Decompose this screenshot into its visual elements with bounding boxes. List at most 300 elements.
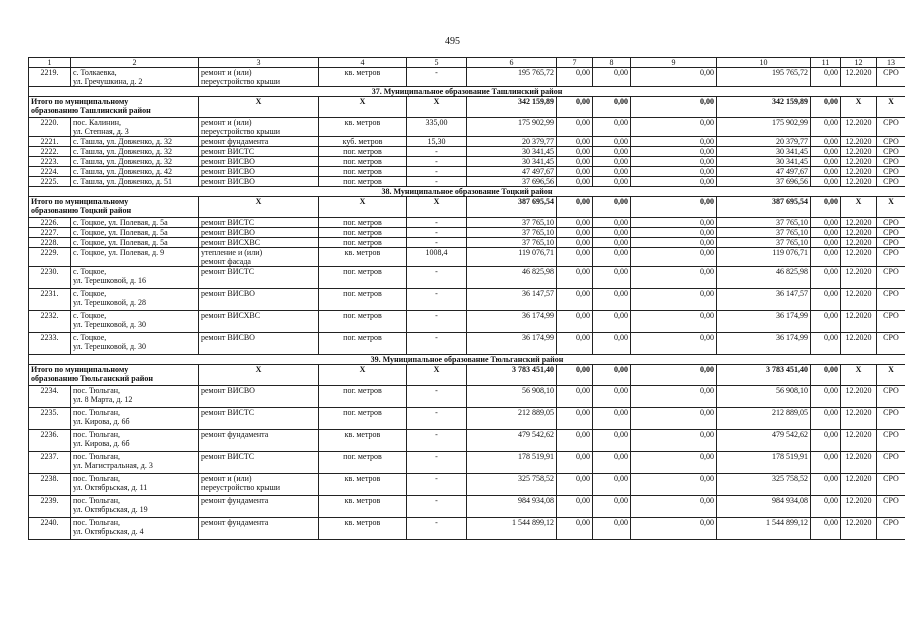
table-cell: 12.2020 (841, 311, 877, 333)
table-cell: 0,00 (631, 248, 717, 267)
total-cell: X (841, 365, 877, 386)
table-cell: ремонт ВИСХВС (199, 311, 319, 333)
table-cell: 0,00 (811, 118, 841, 137)
table-cell: 12.2020 (841, 452, 877, 474)
table-cell: куб. метров (319, 137, 407, 147)
table-cell: 0,00 (557, 267, 593, 289)
table-cell: 0,00 (593, 452, 631, 474)
table-cell: кв. метров (319, 496, 407, 518)
table-cell: 0,00 (557, 157, 593, 167)
table-cell: СРО (877, 474, 905, 496)
table-row (29, 218, 905, 228)
table-cell: ремонт ВИСХВС (199, 238, 319, 248)
table-cell: 56 908,10 (467, 386, 557, 408)
table-row (29, 238, 905, 248)
table-cell: 0,00 (593, 386, 631, 408)
table-cell: с. Тоцкое, ул. Полевая, д. 5а (71, 228, 199, 238)
table-cell: - (407, 238, 467, 248)
table-cell: 36 174,99 (467, 333, 557, 355)
table-cell: 2239. (29, 496, 71, 518)
table-cell: - (407, 311, 467, 333)
table-cell: с. Толкаевка, ул. Гречушкина, д. 2 (71, 68, 199, 87)
total-cell: 0,00 (811, 97, 841, 118)
table-cell: 0,00 (631, 137, 717, 147)
table-cell: 46 825,98 (717, 267, 811, 289)
table-cell: 0,00 (557, 68, 593, 87)
table-cell: СРО (877, 177, 905, 187)
table-cell: 0,00 (593, 474, 631, 496)
table-cell: 0,00 (811, 228, 841, 238)
table-cell: ремонт ВИСВО (199, 177, 319, 187)
table-cell: кв. метров (319, 474, 407, 496)
table-row (29, 68, 905, 87)
table-cell: 0,00 (811, 474, 841, 496)
table-cell: 325 758,52 (717, 474, 811, 496)
table-cell: 15,30 (407, 137, 467, 147)
table-cell: кв. метров (319, 430, 407, 452)
table-cell: 0,00 (631, 218, 717, 228)
table-cell: СРО (877, 452, 905, 474)
total-cell: 0,00 (593, 197, 631, 218)
table-cell: 195 765,72 (467, 68, 557, 87)
total-cell: X (877, 97, 905, 118)
table-cell: ремонт и (или) переустройство крыши (199, 474, 319, 496)
table-cell: с. Тоцкое, ул. Полевая, д. 5а (71, 218, 199, 228)
table-cell: 36 147,57 (467, 289, 557, 311)
table-cell: пог. метров (319, 228, 407, 238)
total-cell: X (407, 97, 467, 118)
table-cell: ремонт ВИСВО (199, 289, 319, 311)
column-number: 9 (631, 58, 717, 68)
table-cell: пог. метров (319, 386, 407, 408)
column-number: 8 (593, 58, 631, 68)
table-cell: 0,00 (593, 177, 631, 187)
total-cell: 0,00 (811, 197, 841, 218)
table-cell: 0,00 (811, 333, 841, 355)
table-cell: 12.2020 (841, 137, 877, 147)
table-cell: 2238. (29, 474, 71, 496)
total-cell: 0,00 (557, 365, 593, 386)
table-cell: 2221. (29, 137, 71, 147)
table-cell: 12.2020 (841, 386, 877, 408)
table-cell: 0,00 (631, 267, 717, 289)
table-cell: 12.2020 (841, 228, 877, 238)
table-cell: СРО (877, 267, 905, 289)
total-cell: 0,00 (557, 197, 593, 218)
table-cell: пог. метров (319, 147, 407, 157)
table-cell: 0,00 (631, 68, 717, 87)
total-cell: 0,00 (631, 197, 717, 218)
table-cell: 36 174,99 (717, 311, 811, 333)
table-cell: 12.2020 (841, 248, 877, 267)
table-cell: СРО (877, 228, 905, 238)
table-row (29, 177, 905, 187)
table-cell: 37 696,56 (717, 177, 811, 187)
table-cell: 178 519,91 (717, 452, 811, 474)
table-cell: 2227. (29, 228, 71, 238)
table-cell: 0,00 (631, 430, 717, 452)
table-cell: 36 174,99 (467, 311, 557, 333)
table-cell: 0,00 (811, 386, 841, 408)
table-cell: с. Ташла, ул. Довженко, д. 42 (71, 167, 199, 177)
table-cell: 2230. (29, 267, 71, 289)
table-cell: - (407, 430, 467, 452)
total-cell: X (199, 197, 319, 218)
table-cell: пос. Тюльган, ул. Октябрьская, д. 4 (71, 518, 199, 540)
table-cell: ремонт фундамента (199, 518, 319, 540)
table-cell: пог. метров (319, 167, 407, 177)
table-row (29, 518, 905, 540)
table-cell: СРО (877, 518, 905, 540)
table-cell: 12.2020 (841, 333, 877, 355)
table-cell: пос. Тюльган, ул. Октябрьская, д. 11 (71, 474, 199, 496)
total-cell: 342 159,89 (717, 97, 811, 118)
table-cell: 12.2020 (841, 238, 877, 248)
table-cell: 2236. (29, 430, 71, 452)
table-cell: 2233. (29, 333, 71, 355)
column-number: 12 (841, 58, 877, 68)
table-cell: СРО (877, 496, 905, 518)
section-header-row (29, 187, 905, 197)
table-cell: 0,00 (593, 333, 631, 355)
table-cell: пог. метров (319, 177, 407, 187)
table-cell: 119 076,71 (717, 248, 811, 267)
table-cell: 0,00 (811, 238, 841, 248)
table-cell: 12.2020 (841, 118, 877, 137)
table-cell: - (407, 177, 467, 187)
table-cell: 0,00 (631, 333, 717, 355)
table-cell: 2229. (29, 248, 71, 267)
table-cell: 0,00 (631, 238, 717, 248)
table-cell: 984 934,08 (717, 496, 811, 518)
table-cell: СРО (877, 218, 905, 228)
table-cell: 0,00 (811, 248, 841, 267)
column-number: 11 (811, 58, 841, 68)
table-cell: 12.2020 (841, 496, 877, 518)
table-cell: 12.2020 (841, 267, 877, 289)
section-title: 39. Муниципальное образование Тюльганский район (29, 355, 905, 365)
table-cell: ремонт и (или) переустройство крыши (199, 68, 319, 87)
table-cell: СРО (877, 118, 905, 137)
table-cell: 0,00 (631, 408, 717, 430)
table-cell: СРО (877, 408, 905, 430)
table-cell: 0,00 (557, 118, 593, 137)
table-cell: 30 341,45 (467, 157, 557, 167)
table-cell: 0,00 (631, 147, 717, 157)
table-cell: 0,00 (631, 167, 717, 177)
table-cell: 37 765,10 (467, 218, 557, 228)
table-cell: с. Ташла, ул. Довженко, д. 51 (71, 177, 199, 187)
table-cell: 0,00 (557, 289, 593, 311)
table-row (29, 137, 905, 147)
table-cell: кв. метров (319, 518, 407, 540)
table-cell: СРО (877, 137, 905, 147)
total-cell: X (199, 365, 319, 386)
table-row (29, 452, 905, 474)
table-cell: 479 542,62 (717, 430, 811, 452)
table-cell: 37 765,10 (717, 238, 811, 248)
total-cell: 3 783 451,40 (467, 365, 557, 386)
table-cell: пог. метров (319, 452, 407, 474)
table-cell: 0,00 (593, 68, 631, 87)
table-cell: - (407, 157, 467, 167)
table-cell: 178 519,91 (467, 452, 557, 474)
table-cell: - (407, 218, 467, 228)
table-cell: ремонт ВИСВО (199, 228, 319, 238)
table-cell: 0,00 (593, 408, 631, 430)
total-cell: X (199, 97, 319, 118)
table-cell: 12.2020 (841, 408, 877, 430)
table-cell: 0,00 (631, 386, 717, 408)
total-cell: X (877, 365, 905, 386)
table-cell: - (407, 452, 467, 474)
table-cell: 1 544 899,12 (467, 518, 557, 540)
column-number: 13 (877, 58, 905, 68)
table-cell: с. Тоцкое, ул. Терешковой, д. 28 (71, 289, 199, 311)
table-cell: с. Ташла, ул. Довженко, д. 32 (71, 157, 199, 167)
table-cell: 0,00 (811, 147, 841, 157)
table-cell: 37 765,10 (467, 228, 557, 238)
table-cell: 0,00 (811, 452, 841, 474)
table-cell: 0,00 (811, 218, 841, 228)
table-cell: 2219. (29, 68, 71, 87)
table-cell: 0,00 (557, 386, 593, 408)
table-cell: 2234. (29, 386, 71, 408)
table-cell: утепление и (или) ремонт фасада (199, 248, 319, 267)
table-cell: 0,00 (593, 518, 631, 540)
table-cell: 175 902,99 (717, 118, 811, 137)
table-cell: 0,00 (631, 289, 717, 311)
table-cell: пос. Тюльган, ул. Магистральная, д. 3 (71, 452, 199, 474)
table-cell: 12.2020 (841, 289, 877, 311)
table-cell: 0,00 (811, 311, 841, 333)
table-cell: 0,00 (557, 518, 593, 540)
table-cell: 0,00 (593, 289, 631, 311)
table-cell: ремонт фундамента (199, 430, 319, 452)
column-number-row (29, 58, 905, 68)
table-cell: - (407, 267, 467, 289)
table-row (29, 430, 905, 452)
table-cell: пос. Тюльган, ул. Октябрьская, д. 19 (71, 496, 199, 518)
table-row (29, 267, 905, 289)
table-cell: 0,00 (593, 167, 631, 177)
column-number: 7 (557, 58, 593, 68)
total-cell: X (841, 97, 877, 118)
table-cell: ремонт фундамента (199, 137, 319, 147)
table-row (29, 496, 905, 518)
table-cell: 0,00 (811, 408, 841, 430)
table-cell: 0,00 (631, 177, 717, 187)
table-cell: 12.2020 (841, 147, 877, 157)
table-cell: 20 379,77 (467, 137, 557, 147)
table-cell: пог. метров (319, 408, 407, 430)
capital-repair-table (28, 57, 905, 540)
table-cell: 479 542,62 (467, 430, 557, 452)
table-cell: 119 076,71 (467, 248, 557, 267)
table-row (29, 167, 905, 177)
table-body (29, 58, 905, 540)
table-cell: ремонт ВИСВО (199, 386, 319, 408)
table-cell: 0,00 (631, 452, 717, 474)
table-row (29, 474, 905, 496)
table-row (29, 157, 905, 167)
table-cell: 0,00 (557, 333, 593, 355)
table-cell: 2224. (29, 167, 71, 177)
table-cell: с. Тоцкое, ул. Полевая, д. 5а (71, 238, 199, 248)
table-cell: 12.2020 (841, 430, 877, 452)
table-cell: с. Тоцкое, ул. Терешковой, д. 16 (71, 267, 199, 289)
table-cell: с. Тоцкое, ул. Терешковой, д. 30 (71, 333, 199, 355)
table-cell: 0,00 (557, 238, 593, 248)
table-cell: ремонт ВИСВО (199, 167, 319, 177)
table-cell: 2232. (29, 311, 71, 333)
table-cell: 0,00 (811, 167, 841, 177)
column-number: 10 (717, 58, 811, 68)
table-cell: пог. метров (319, 333, 407, 355)
table-cell: 0,00 (557, 430, 593, 452)
table-cell: 46 825,98 (467, 267, 557, 289)
section-header-row (29, 87, 905, 97)
total-row (29, 197, 905, 218)
table-cell: пос. Тюльган, ул. 8 Марта, д. 12 (71, 386, 199, 408)
table-cell: ремонт ВИСВО (199, 157, 319, 167)
total-row (29, 97, 905, 118)
total-row (29, 365, 905, 386)
table-cell: 0,00 (557, 167, 593, 177)
table-cell: СРО (877, 167, 905, 177)
table-cell: 0,00 (557, 228, 593, 238)
table-cell: ремонт фундамента (199, 496, 319, 518)
table-cell: ремонт и (или) переустройство крыши (199, 118, 319, 137)
table-cell: пог. метров (319, 157, 407, 167)
table-cell: пог. метров (319, 218, 407, 228)
table-cell: - (407, 167, 467, 177)
table-cell: 2225. (29, 177, 71, 187)
table-cell: пог. метров (319, 238, 407, 248)
table-cell: 37 765,10 (717, 228, 811, 238)
table-cell: 56 908,10 (717, 386, 811, 408)
total-cell: 0,00 (593, 365, 631, 386)
table-cell: 0,00 (557, 474, 593, 496)
table-cell: 0,00 (557, 218, 593, 228)
table-cell: СРО (877, 311, 905, 333)
table-cell: - (407, 333, 467, 355)
table-cell: 0,00 (631, 228, 717, 238)
table-cell: 0,00 (593, 267, 631, 289)
table-cell: СРО (877, 333, 905, 355)
table-cell: 1 544 899,12 (717, 518, 811, 540)
table-cell: 12.2020 (841, 518, 877, 540)
table-cell: кв. метров (319, 118, 407, 137)
table-cell: 1008,4 (407, 248, 467, 267)
total-cell: X (319, 197, 407, 218)
total-cell: 342 159,89 (467, 97, 557, 118)
total-cell: X (319, 365, 407, 386)
table-cell: 0,00 (631, 118, 717, 137)
table-cell: пос. Калинин, ул. Степная, д. 3 (71, 118, 199, 137)
table-cell: 0,00 (593, 157, 631, 167)
table-cell: пог. метров (319, 289, 407, 311)
table-cell: 0,00 (631, 496, 717, 518)
table-cell: 0,00 (593, 228, 631, 238)
total-cell: 0,00 (811, 365, 841, 386)
table-cell: пог. метров (319, 311, 407, 333)
table-cell: 37 696,56 (467, 177, 557, 187)
table-row (29, 118, 905, 137)
table-cell: 36 147,57 (717, 289, 811, 311)
table-row (29, 248, 905, 267)
table-cell: 0,00 (811, 289, 841, 311)
table-cell: с. Тоцкое, ул. Полевая, д. 9 (71, 248, 199, 267)
table-cell: 0,00 (631, 474, 717, 496)
table-cell: 0,00 (811, 177, 841, 187)
table-cell: 0,00 (593, 496, 631, 518)
table-cell: ремонт ВИСТС (199, 218, 319, 228)
table-cell: 0,00 (557, 496, 593, 518)
table-cell: 195 765,72 (717, 68, 811, 87)
total-cell: 0,00 (631, 365, 717, 386)
section-title: 38. Муниципальное образование Тоцкий район (29, 187, 905, 197)
total-cell: 0,00 (557, 97, 593, 118)
table-cell: 0,00 (593, 118, 631, 137)
total-cell: X (319, 97, 407, 118)
table-cell: - (407, 408, 467, 430)
table-cell: 12.2020 (841, 474, 877, 496)
total-cell: X (841, 197, 877, 218)
table-cell: 0,00 (557, 177, 593, 187)
table-cell: 0,00 (593, 311, 631, 333)
table-cell: СРО (877, 430, 905, 452)
table-cell: СРО (877, 147, 905, 157)
total-cell: 0,00 (631, 97, 717, 118)
table-row (29, 408, 905, 430)
table-cell: ремонт ВИСТС (199, 452, 319, 474)
table-cell: 47 497,67 (717, 167, 811, 177)
table-cell: СРО (877, 289, 905, 311)
table-row (29, 147, 905, 157)
table-cell: СРО (877, 157, 905, 167)
table-cell: 0,00 (811, 157, 841, 167)
table-cell: пог. метров (319, 267, 407, 289)
table-cell: - (407, 386, 467, 408)
table-cell: 2226. (29, 218, 71, 228)
column-number: 3 (199, 58, 319, 68)
table-cell: кв. метров (319, 248, 407, 267)
table-cell: СРО (877, 238, 905, 248)
column-number: 6 (467, 58, 557, 68)
table-cell: 0,00 (593, 248, 631, 267)
table-cell: 0,00 (593, 238, 631, 248)
table-cell: 2223. (29, 157, 71, 167)
section-title: 37. Муниципальное образование Ташлинский район (29, 87, 905, 97)
table-cell: 984 934,08 (467, 496, 557, 518)
table-cell: 0,00 (593, 147, 631, 157)
total-cell: 0,00 (593, 97, 631, 118)
table-cell: 0,00 (631, 518, 717, 540)
table-cell: 37 765,10 (467, 238, 557, 248)
table-cell: 0,00 (557, 452, 593, 474)
table-cell: пос. Тюльган, ул. Кирова, д. 6б (71, 408, 199, 430)
total-label: Итого по муниципальному образованию Тюльганский район (29, 365, 199, 386)
table-cell: с. Ташла, ул. Довженко, д. 32 (71, 137, 199, 147)
total-label: Итого по муниципальному образованию Тоцкий район (29, 197, 199, 218)
table-cell: 325 758,52 (467, 474, 557, 496)
table-cell: 30 341,45 (717, 147, 811, 157)
section-header-row (29, 355, 905, 365)
table-cell: СРО (877, 68, 905, 87)
table-cell: 36 174,99 (717, 333, 811, 355)
table-cell: пос. Тюльган, ул. Кирова, д. 6б (71, 430, 199, 452)
